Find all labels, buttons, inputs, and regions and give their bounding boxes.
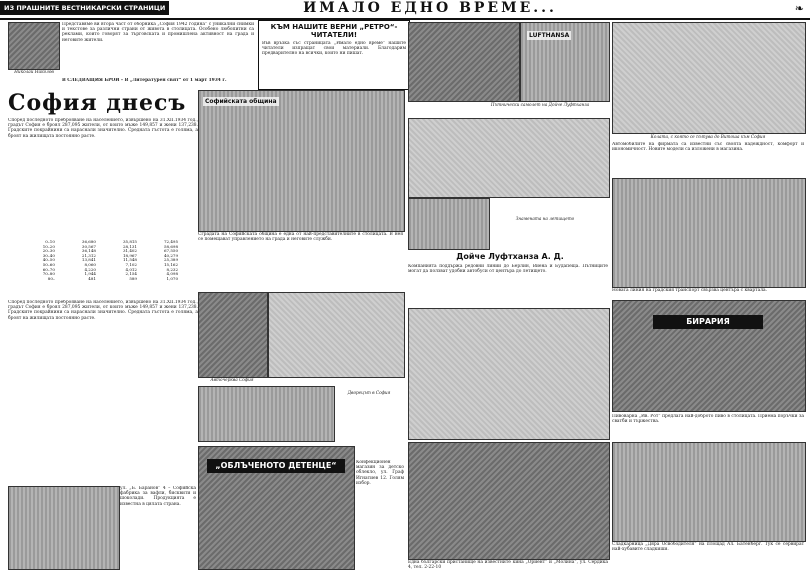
author-portrait xyxy=(8,22,60,70)
table-cell: 30,567 xyxy=(81,243,96,249)
sofia-heading: София днесъ xyxy=(8,90,187,116)
table-cell: 11,548 xyxy=(122,257,137,263)
table-cell: 15,162 xyxy=(164,261,178,267)
table-cell: 36,148 xyxy=(81,248,96,254)
car-photo-left xyxy=(198,386,335,442)
airport-caption: Знамената на летището xyxy=(515,216,575,221)
airline-text: Компанията поддържа редовни линии до Берлин, Виена и Будапеща. Пътниците могат да ползват удобни автобуси от центъра до летището. xyxy=(408,264,608,275)
table-cell: 7,102 xyxy=(125,261,137,267)
intro-text: Представяме ви втора част от оборника „София 1942 година“ с уникални снимки и текстове за различни страни от живота в столицата. Особено любопитни са реклами, които говорят за търговската и промишлена активност на града и неговите жители. xyxy=(62,22,254,43)
readers-text: Във връзка със страницата „Имало едно време“ нашите читатели изпращат свои материали. Благодарим предварително на всички, които ни пишат. xyxy=(262,41,406,57)
table-cell: 10–20 xyxy=(42,243,55,249)
municipality-photo xyxy=(198,90,405,232)
page-title: ИМАЛО ЕДНО ВРЕМЕ... xyxy=(303,0,557,16)
factory-text: ул. „Б. Баранов“ 4 – Софийска фабрика за вафли, бисквити и шоколади. Продукцията е известна в цялата страна. xyxy=(120,486,196,507)
sofia-text-continued: Според последното преброяване на населението, извършено на 31.XII.1934 год., градът София е броял 287,095 жители, от които мъже 149,857 и жени 137,238. Градските покрайнини са нараснали значително. Средната гъстота е голяма, а броят на жилищата постоянно расте. xyxy=(8,300,198,321)
table-cell: 35,815 xyxy=(122,239,137,244)
city-aerial-photo xyxy=(408,308,610,440)
table-cell: 589 xyxy=(129,275,137,281)
table-cell: 70–80 xyxy=(42,271,55,277)
table-cell: 1,944 xyxy=(84,271,96,277)
station-caption: Авточерква София xyxy=(210,377,254,382)
table-cell: 8,232 xyxy=(166,266,178,272)
table-cell: 50–60 xyxy=(42,261,55,267)
table-row xyxy=(20,277,180,282)
table-cell: 21,312 xyxy=(81,252,96,258)
table-cell: 60–70 xyxy=(42,266,55,272)
table-cell: 20–30 xyxy=(42,248,55,254)
square-caption: Дворецът в София xyxy=(347,390,391,395)
brewery-sign: БИРАРИЯ xyxy=(653,315,763,329)
shop-text: Конфекционен магазин за детско облекло, ул. Граф Игнатиев 12. Голям избор. xyxy=(356,460,404,486)
page-header xyxy=(0,0,810,20)
population-table xyxy=(20,240,180,281)
municipality-label: Софийската община xyxy=(205,98,277,105)
bulbs-photo xyxy=(408,442,610,560)
buses-photo xyxy=(612,178,806,288)
next-issue: В СЛЕДВАЩИЯ БРОЙ – В „Литературен свят“ от 1 март 1934 г. xyxy=(62,78,227,83)
table-cell: 28,131 xyxy=(122,243,137,249)
table-cell: 36,680 xyxy=(81,239,96,244)
table-cell: 18,967 xyxy=(122,252,137,258)
car-photo xyxy=(612,22,806,134)
table-cell: 8,060 xyxy=(84,261,96,267)
plane-wing-photo xyxy=(408,118,610,198)
table-cell: 0–10 xyxy=(45,239,55,244)
airline-title: Дойче Луфтханза А. Д. xyxy=(456,252,564,261)
hotel-photo xyxy=(612,442,806,542)
municipality-text: Сградата на Софийската община е една от най-представителните в столицата. В нея се помещават управлението на града и неговите служби. xyxy=(198,232,403,243)
brewery-photo xyxy=(612,300,806,412)
table-cell: 4,098 xyxy=(166,271,178,277)
table-cell: 40–50 xyxy=(42,257,55,263)
hotel-text: Сладкарница „Дяра Освободителя“ на площад Ал. Батенберг. Тук се сервират най-хубавите сладкиши. xyxy=(612,542,804,553)
table-cell: 2,154 xyxy=(125,271,137,277)
sofia-text: Според последното преброяване на населението, извършено на 31.XII.1934 год., градът София е броял 287,095 жители, от които мъже 149,857 и жени 137,238. Градските покрайнини са нараснали значително. Средната гъстота е голяма, а броят на жилищата постоянно расте. xyxy=(8,118,198,139)
ornament-icon: ❧ xyxy=(794,2,804,15)
author-byline: Николай Николов xyxy=(14,69,54,74)
table-cell: 13,841 xyxy=(81,257,96,263)
table-cell: 30–40 xyxy=(42,252,55,258)
table-cell: 40,279 xyxy=(164,252,178,258)
shop-sign: „ОБЛЪЧЕНОТО ДЕТЕНЦЕ“ xyxy=(207,459,345,473)
car-text: Автомобилите на фирмата са известни със своята надеждност, комфорт и икономичност. Новите модели са изложени в магазина. xyxy=(612,142,804,153)
tower-photo xyxy=(408,198,490,250)
factory-photo xyxy=(8,486,120,570)
luftansa-hangar-photo xyxy=(520,22,610,102)
table-cell: 4,012 xyxy=(125,266,137,272)
table-cell: 58,698 xyxy=(164,243,178,249)
buses-text: Новата линия на градския транспорт свързва центъра с квартала. xyxy=(612,288,768,293)
table-cell: 31,402 xyxy=(122,248,137,254)
table-cell: 1,070 xyxy=(166,275,178,281)
readers-box xyxy=(258,20,410,90)
station-photo xyxy=(198,292,268,378)
car-caption: Колата, с която се пътува до Витоша към София xyxy=(650,134,766,139)
brewery-text: Пивоварна „Ив. Рот“ предлага най-доброто пиво в столицата. Приема поръчки за сватби и тържества. xyxy=(612,414,804,425)
table-cell: 25,389 xyxy=(164,257,178,263)
table-cell: 4,220 xyxy=(84,266,96,272)
hangar-sign: LUFTHANSA xyxy=(529,32,570,39)
table-cell: 481 xyxy=(88,275,96,281)
cinema-text: Една български пристанище на известните кина „Ориент“ и „Молина“, ул. Сердика 4, тел. 2-22-10 xyxy=(408,560,608,571)
plane-caption: Пътнически самолет на Дойче Луфтханза xyxy=(490,102,590,107)
airplane-photo xyxy=(408,22,520,102)
readers-title: КЪМ НАШИТЕ ВЕРНИ „РЕТРО“-ЧИТАТЕЛИ! xyxy=(270,23,398,39)
truck-photo xyxy=(268,292,405,378)
section-label: ИЗ ПРАШНИТЕ ВЕСТНИКАРСКИ СТРАНИЦИ xyxy=(0,1,169,15)
table-cell: 80– xyxy=(47,275,55,281)
table-cell: 67,550 xyxy=(164,248,178,254)
shop-photo xyxy=(198,446,355,570)
table-cell: 72,495 xyxy=(164,239,178,244)
